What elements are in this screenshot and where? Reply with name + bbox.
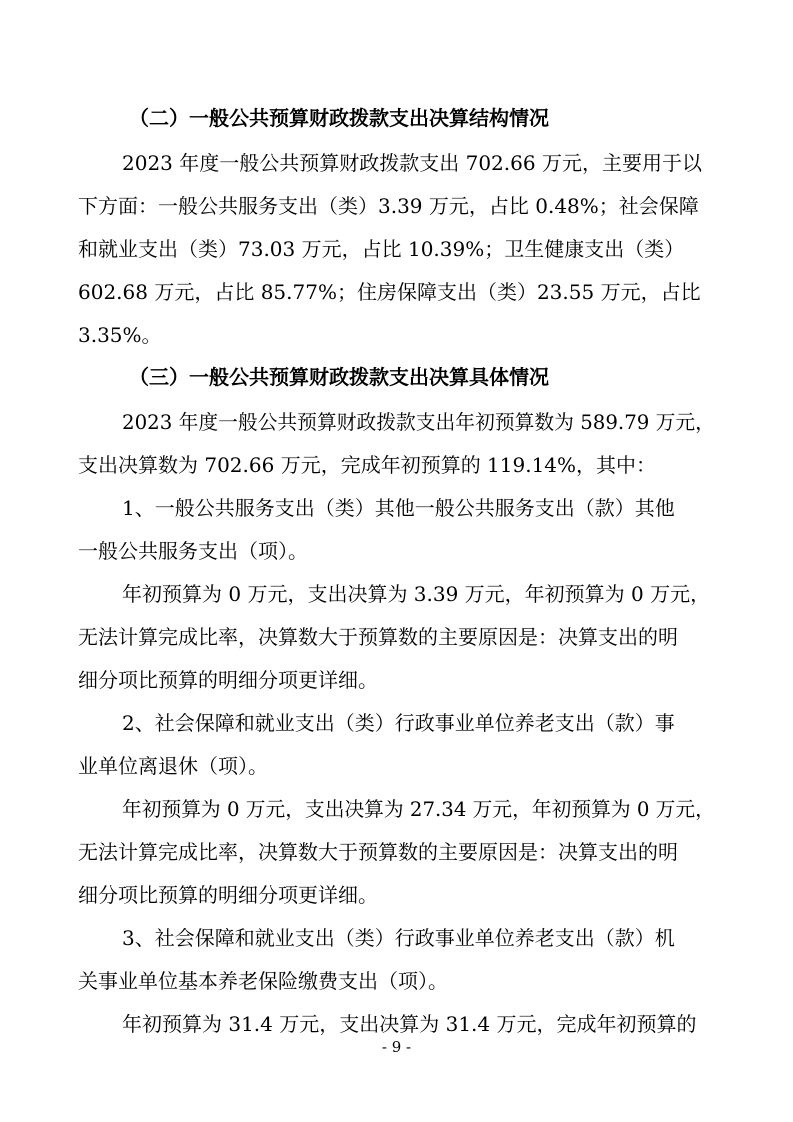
paragraph-line: 细分项比预算的明细分项更详细。 bbox=[78, 883, 378, 907]
paragraph-line: 一般公共服务支出（项）。 bbox=[78, 539, 308, 563]
paragraph-line: 602.68 万元，占比 85.77%；住房保障支出（类）23.55 万元，占比 bbox=[78, 280, 701, 304]
paragraph-line: 1、一般公共服务支出（类）其他一般公共服务支出（款）其他 bbox=[122, 496, 675, 520]
section-heading-text: （三）一般公共预算财政拨款支出决算具体情况 bbox=[129, 365, 549, 389]
page-number: - 9 - bbox=[381, 1038, 412, 1056]
paragraph-line: 3、社会保障和就业支出（类）行政事业单位养老支出（款）机 bbox=[122, 926, 675, 950]
section-heading-text: （二）一般公共预算财政拨款支出决算结构情况 bbox=[129, 106, 549, 130]
paragraph-line: 2023 年度一般公共预算财政拨款支出 702.66 万元，主要用于以 bbox=[122, 151, 702, 175]
paragraph-line: 年初预算为 0 万元，支出决算为 27.34 万元，年初预算为 0 万元， bbox=[122, 797, 715, 821]
paragraph-line: 年初预算为 0 万元，支出决算为 3.39 万元，年初预算为 0 万元， bbox=[122, 582, 711, 606]
paragraph-line: 关事业单位基本养老保险缴费支出（项）。 bbox=[78, 969, 448, 993]
paragraph-line: 2、社会保障和就业支出（类）行政事业单位养老支出（款）事 bbox=[122, 711, 675, 735]
paragraph-line: 无法计算完成比率，决算数大于预算数的主要原因是：决算支出的明 bbox=[78, 840, 678, 864]
paragraph-line: 无法计算完成比率，决算数大于预算数的主要原因是：决算支出的明 bbox=[78, 625, 678, 649]
paragraph-line: 支出决算数为 702.66 万元，完成年初预算的 119.14%，其中： bbox=[78, 453, 657, 477]
paragraph-line: 业单位离退休（项）。 bbox=[78, 754, 268, 778]
paragraph-line: 3.35%。 bbox=[78, 323, 162, 347]
paragraph-line: 2023 年度一般公共预算财政拨款支出年初预算数为 589.79 万元， bbox=[122, 410, 715, 434]
paragraph-line: 下方面：一般公共服务支出（类）3.39 万元，占比 0.48%；社会保障 bbox=[78, 194, 699, 218]
paragraph-line: 年初预算为 31.4 万元，支出决算为 31.4 万元，完成年初预算的 bbox=[122, 1012, 697, 1036]
paragraph-line: 和就业支出（类）73.03 万元，占比 10.39%；卫生健康支出（类） bbox=[78, 237, 685, 261]
paragraph-line: 细分项比预算的明细分项更详细。 bbox=[78, 668, 378, 692]
